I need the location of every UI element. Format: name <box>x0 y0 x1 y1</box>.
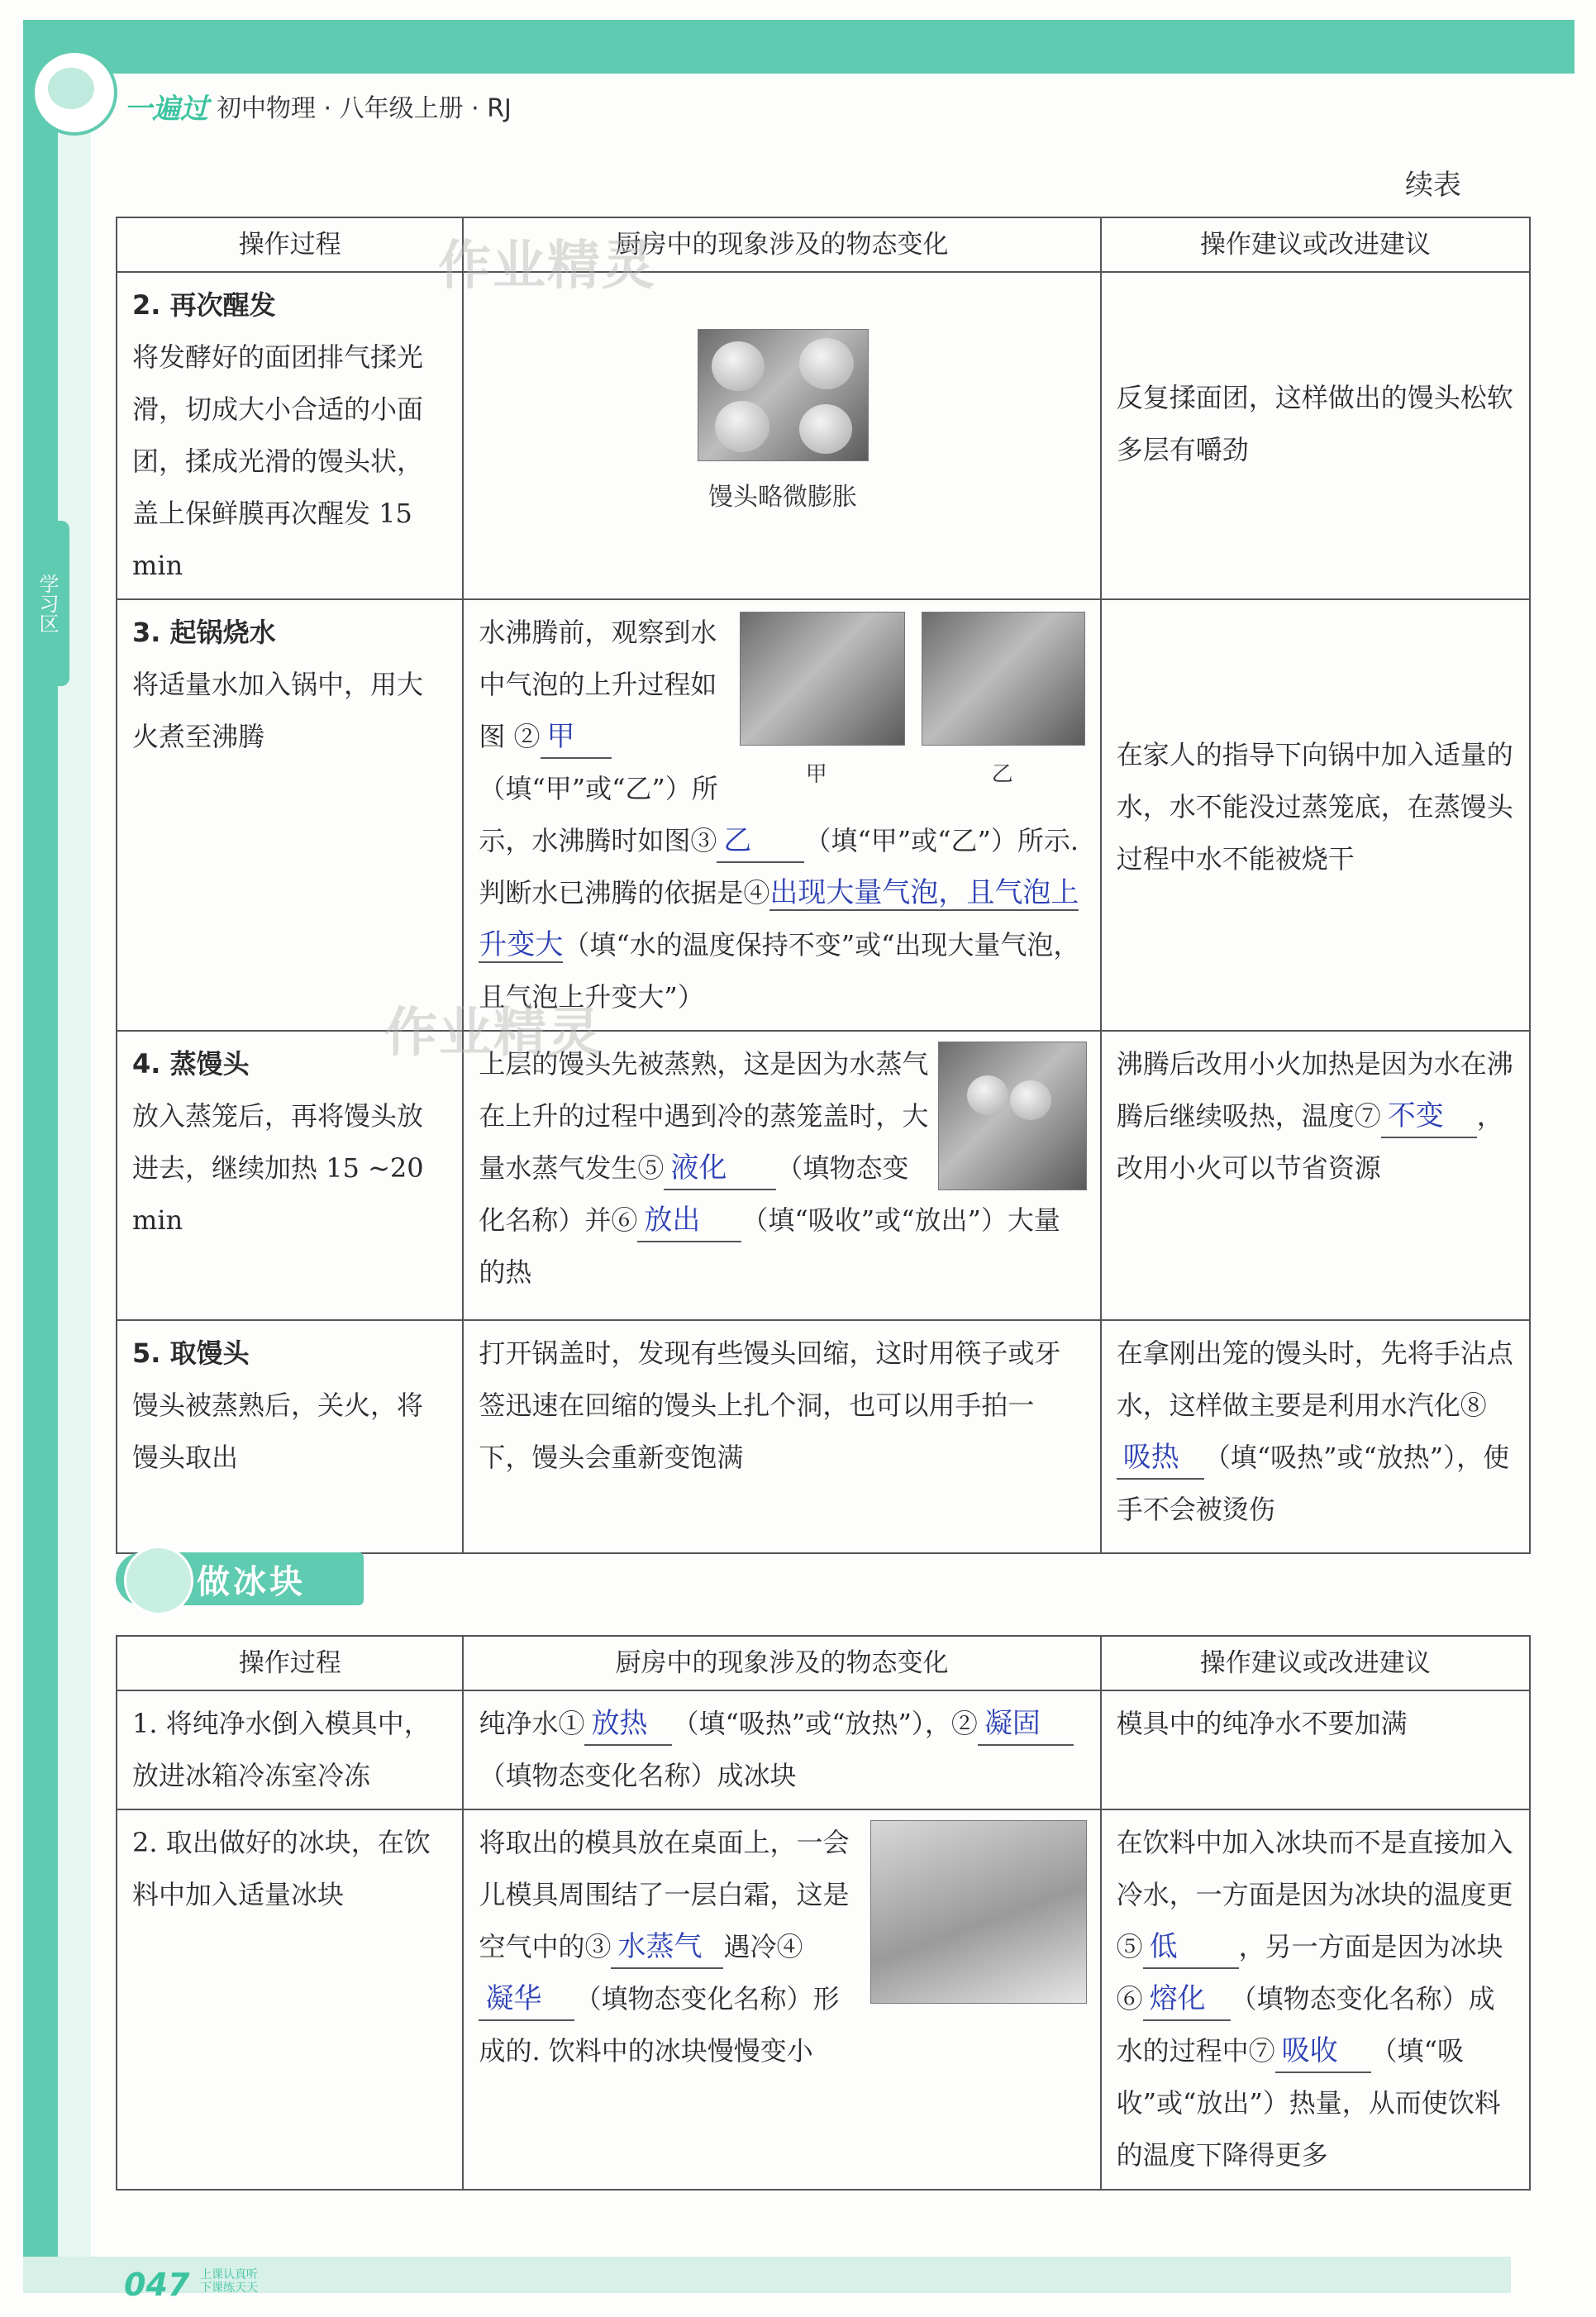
step-title: 3. 起锅烧水 <box>132 617 276 648</box>
column-header: 操作建议或改进建议 <box>1101 217 1530 272</box>
question-text: （填“水的温度保持不变”或“出现大量气泡，且气泡上升变大”） <box>479 929 1080 1013</box>
ice-tray-photo <box>870 1820 1087 2004</box>
step-text: 将适量水加入锅中，用大火煮至沸腾 <box>132 669 424 752</box>
section-title: 做冰块 <box>197 1563 306 1601</box>
column-header: 操作建议或改进建议 <box>1101 1636 1530 1690</box>
question-text: （填“甲”或“乙”）所示，水沸腾时如图 <box>479 773 718 856</box>
phenomenon-cell <box>463 1690 1100 1809</box>
question-text: 水沸腾前，观察到水中气泡的上升过程如图 <box>479 617 717 752</box>
steamed-bun-table <box>116 217 1531 1554</box>
table-row <box>117 272 1530 599</box>
table-header-row <box>117 1636 1530 1690</box>
answer-blank: 甲 <box>541 716 612 759</box>
mascot-face-icon <box>48 68 94 109</box>
continued-label: 续表 <box>1405 169 1461 202</box>
suggestion-text: 在拿刚出笼的馒头时，先将手沾点水，这样做主要是利用水汽化 <box>1116 1337 1513 1421</box>
photo-caption: 馒头略微膨胀 <box>708 483 858 512</box>
step-cell <box>117 1031 463 1320</box>
answer-blank: 凝华 <box>479 1978 574 2021</box>
phenomenon-cell <box>463 1809 1100 2190</box>
watermark: 作业精灵 <box>438 236 656 297</box>
slogan-line: 下课练天天 <box>200 2281 258 2295</box>
figure-b-label: 乙 <box>991 762 1013 787</box>
suggestion-text: ，另一方面是因为冰块 <box>1238 1931 1503 1962</box>
figure-b-photo <box>922 612 1085 746</box>
blank-number: ④ <box>743 877 770 908</box>
column-header: 厨房中的现象涉及的物态变化 <box>463 217 1100 272</box>
question-text: 上层的馒头先被蒸熟，这是因为水蒸气在上升的过程中遇到冷的蒸笼盖时，大量水蒸气发生 <box>479 1048 929 1184</box>
side-tab-study-area: 学习区 <box>25 521 69 686</box>
suggestion-text: （填“吸热”或“放热”），使手不会被烫伤 <box>1116 1442 1510 1525</box>
suggestion-text: 沸腾后改用小火加热是因为水在沸腾后继续吸热，温度 <box>1116 1048 1513 1132</box>
step-text: 将发酵好的面团排气揉光滑，切成大小合适的小面团，揉成光滑的馒头状，盖上保鲜膜再次醒发 15 min <box>132 341 424 581</box>
suggestion-cell <box>1101 599 1530 1031</box>
answer-blank: 吸收 <box>1275 2030 1371 2073</box>
question-text: （填“吸热”或“放热”）， <box>672 1708 951 1739</box>
slogan-line: 上课认真听 <box>200 2268 258 2281</box>
boiling-bubbles-figure <box>740 607 1087 787</box>
step-cell <box>117 599 463 1031</box>
step-text: 2. 取出做好的冰块，在饮料中加入适量冰块 <box>132 1827 431 1910</box>
blank-number: ⑥ <box>1116 1983 1143 2014</box>
phenomenon-cell <box>463 272 1100 599</box>
step-cell <box>117 1690 463 1809</box>
question-text: （填物态变化名称）成冰块 <box>479 1760 797 1791</box>
blank-number: ④ <box>776 1931 803 1962</box>
step-text: 馒头被蒸熟后，关火，将馒头取出 <box>132 1390 424 1473</box>
mascot-star-icon <box>124 1546 193 1615</box>
blank-number: ③ <box>584 1931 612 1962</box>
table-row <box>117 1320 1530 1553</box>
blank-number: ① <box>558 1708 585 1739</box>
answer-blank: 乙 <box>717 820 804 863</box>
suggestion-text: 在饮料中加入冰块而不是直接加入冷水，一方面是因为冰块的温度更 <box>1116 1827 1513 1910</box>
column-header: 厨房中的现象涉及的物态变化 <box>463 1636 1100 1690</box>
header-band <box>41 20 1575 71</box>
suggestion-text: 反复揉面团，这样做出的馒头松软多层有嚼劲 <box>1116 382 1513 465</box>
suggestion-text: 在家人的指导下向锅中加入适量的水，水不能没过蒸笼底，在蒸馒头过程中水不能被烧干 <box>1116 739 1513 875</box>
suggestion-cell <box>1101 1031 1530 1320</box>
blank-number: ⑧ <box>1460 1390 1487 1421</box>
figure-a-photo <box>740 612 905 746</box>
table-row <box>117 599 1530 1031</box>
answer-blank: 吸热 <box>1117 1437 1204 1480</box>
phenomenon-cell <box>463 1320 1100 1553</box>
ice-cube-table <box>116 1635 1531 2191</box>
question-text: （填物态变化名称）并 <box>479 1152 909 1236</box>
buns-photo <box>698 329 869 461</box>
step-text: 1. 将纯净水倒入模具中，放进冰箱冷冻室冷冻 <box>132 1708 431 1791</box>
question-text: 纯净水 <box>479 1708 559 1739</box>
question-text: 将取出的模具放在桌面上，一会儿模具周围结了一层白霜，这是空气中的 <box>479 1827 850 1962</box>
footer-slogan <box>200 2268 258 2295</box>
answer-blank: 低 <box>1143 1926 1239 1969</box>
question-text: （填物态变化名称）形成的. 饮料中的冰块慢慢变小 <box>479 1983 840 2067</box>
blank-number: ⑤ <box>1116 1931 1143 1962</box>
suggestion-cell <box>1101 1690 1530 1809</box>
question-text: （填“吸收”或“放出”）大量的热 <box>479 1204 1060 1288</box>
column-header: 操作过程 <box>117 217 463 272</box>
answer-blank: 放热 <box>584 1703 672 1746</box>
suggestion-text: 模具中的纯净水不要加满 <box>1116 1708 1408 1739</box>
left-margin-light <box>58 71 91 2270</box>
answer-blank: 凝固 <box>978 1703 1074 1746</box>
blank-number: ② <box>513 721 541 752</box>
step-title: 4. 蒸馒头 <box>132 1048 250 1080</box>
figure-a-label: 甲 <box>805 762 827 787</box>
suggestion-cell <box>1101 1320 1530 1553</box>
step-text: 放入蒸笼后，再将馒头放进去，继续加热 15 ~20 min <box>132 1100 424 1236</box>
step-title: 5. 取馒头 <box>132 1337 250 1369</box>
answer-blank: 出现大量气泡，且气泡上升变大 <box>479 876 1079 961</box>
table-row <box>117 1809 1530 2190</box>
answer-blank: 熔化 <box>1143 1978 1231 2021</box>
suggestion-cell <box>1101 1809 1530 2190</box>
blank-number: ③ <box>690 825 717 856</box>
suggestion-cell <box>1101 272 1530 599</box>
blank-number: ⑥ <box>611 1204 638 1236</box>
brand-name: 一遍过 <box>124 93 208 126</box>
suggestion-text: （填“吸收”或“放出”）热量，从而使饮料的温度下降得更多 <box>1116 2035 1501 2171</box>
answer-blank: 水蒸气 <box>611 1926 723 1969</box>
question-text: （填“甲”或“乙”）所示. 判断水已沸腾的依据是 <box>479 825 1079 908</box>
answer-blank: 放出 <box>637 1199 741 1242</box>
blank-number: ⑤ <box>637 1152 665 1184</box>
answer-blank: 液化 <box>664 1147 776 1190</box>
table-row <box>117 1690 1530 1809</box>
table-header-row <box>117 217 1530 272</box>
watermark: 作业精灵 <box>384 1003 603 1064</box>
answer-blank: 不变 <box>1381 1095 1477 1138</box>
blank-number: ② <box>950 1708 978 1739</box>
page-number: 047 <box>124 2267 190 2303</box>
phenomenon-text: 打开锅盖时，发现有些馒头回缩，这时用筷子或牙签迅速在回缩的馒头上扎个洞，也可以用手拍一下，馒头会重新变饱满 <box>479 1337 1061 1473</box>
step-cell <box>117 272 463 599</box>
blank-number: ⑦ <box>1248 2035 1275 2067</box>
suggestion-text: （填物态变化名称）成水的过程中 <box>1116 1983 1495 2067</box>
book-title: 初中物理 · 八年级上册 · RJ <box>217 94 512 123</box>
column-header: 操作过程 <box>117 1636 463 1690</box>
step-cell <box>117 1809 463 2190</box>
question-text: 遇冷 <box>723 1931 777 1962</box>
phenomenon-cell <box>463 1031 1100 1320</box>
suggestion-text: ，改用小火可以节省资源 <box>1116 1100 1503 1184</box>
steamer-photo <box>938 1042 1087 1190</box>
step-title: 2. 再次醒发 <box>132 289 276 321</box>
blank-number: ⑦ <box>1354 1100 1381 1132</box>
table-row <box>117 1031 1530 1320</box>
step-cell <box>117 1320 463 1553</box>
left-margin-band <box>23 20 58 2293</box>
phenomenon-cell <box>463 599 1100 1031</box>
